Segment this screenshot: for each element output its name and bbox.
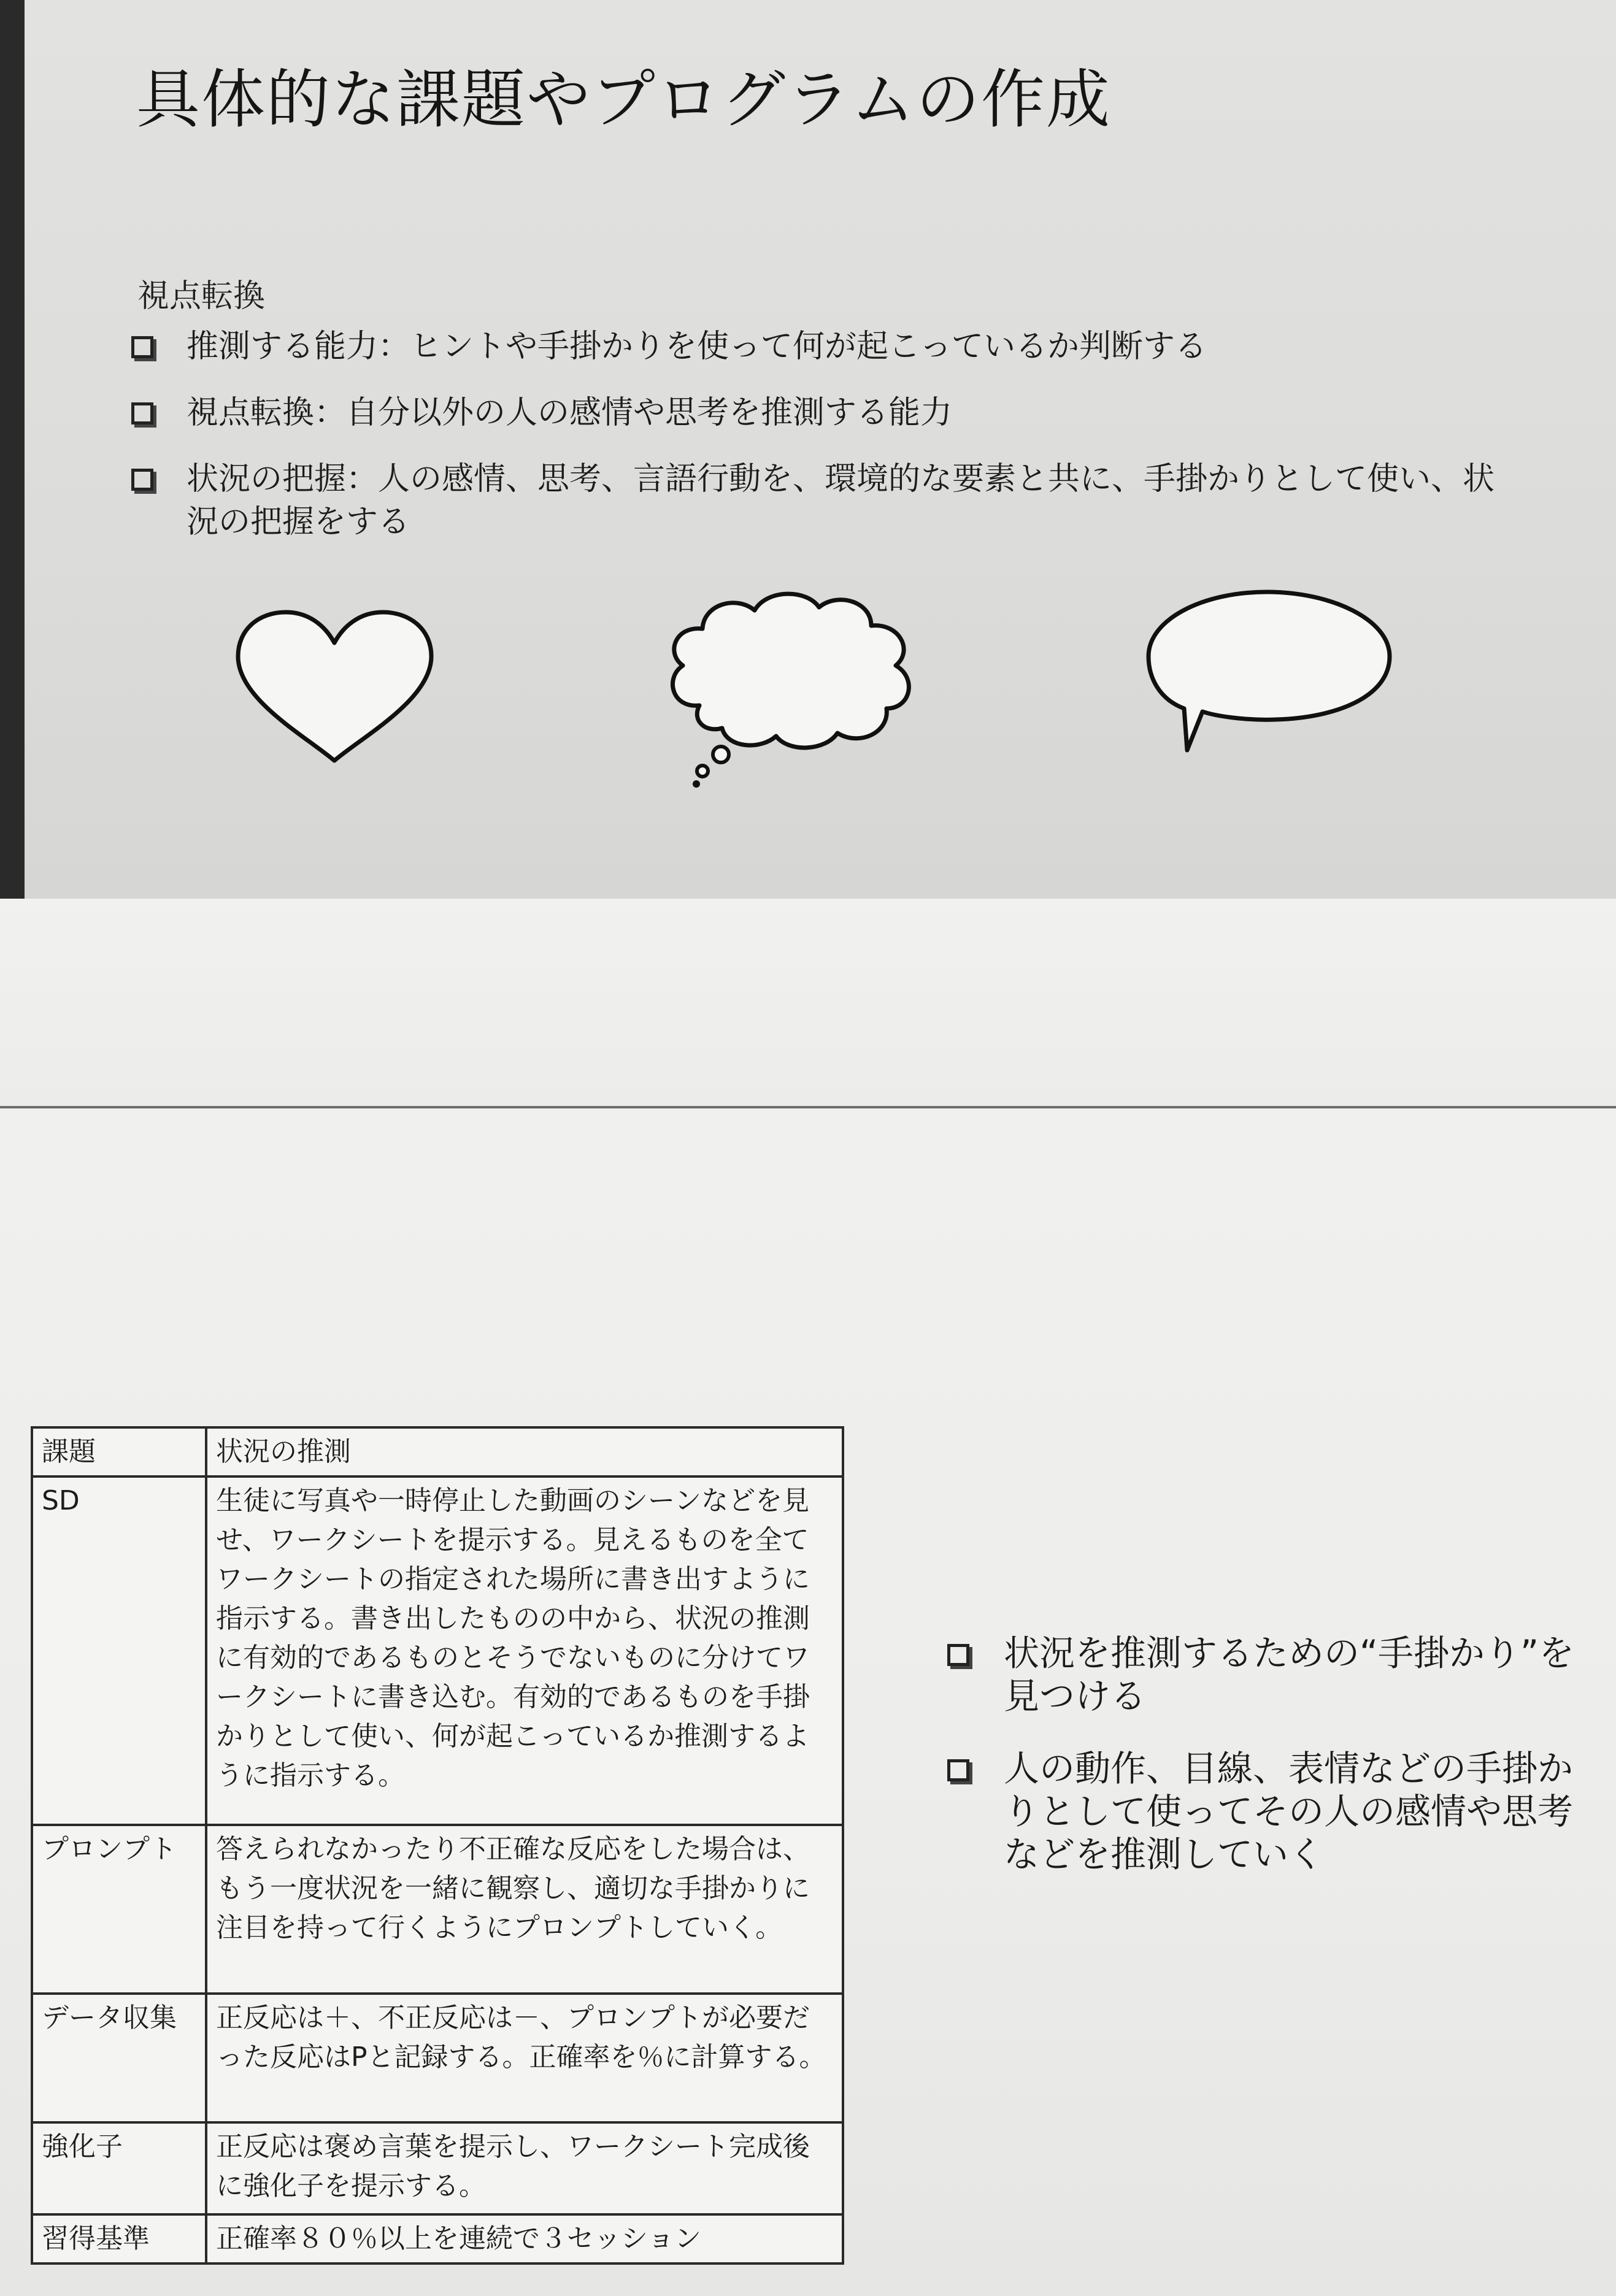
bullet-text: 視点転換：自分以外の人の感情や思考を推測する能力 [187, 394, 953, 431]
slide-title: 具体的な課題やプログラムの作成 [136, 62, 1111, 137]
speech-bubble-icon [1141, 586, 1396, 758]
table-value-cell: 正確率８０％以上を連続で３セッション [206, 2214, 843, 2263]
bullet-item [128, 325, 1514, 368]
table-value-cell: 答えられなかったり不正確な反応をした場合は、もう一度状況を一緒に観察し、適切な手掛かりに注目を持って行くようにプロンプトしていく。 [206, 1825, 843, 1994]
table-value-cell: 生徒に写真や一時停止した動画のシーンなどを見せ、ワークシートを提示する。見えるものを全てワークシートの指定された場所に書き出すように指示する。書き出したものの中から、状況の推測に有効的であるものとそうでないものに分けてワークシートに書き込む。有効的であるものを手掛かりとして使い、何が起こっているか推測するように指示する。 [206, 1476, 843, 1825]
heart-icon [232, 607, 437, 767]
table-row [32, 1476, 843, 1825]
bullet-item [128, 458, 1514, 543]
checkbox-bullet-icon [131, 469, 153, 491]
top-bullet-list [128, 325, 1514, 567]
table-header-cell: 課題 [32, 1427, 206, 1476]
bullet-text: 状況の把握：人の感情、思考、言語行動を、環境的な要素と共に、手掛かりとして使い、状況の把握をする [187, 461, 1495, 540]
table-header-row [32, 1427, 843, 1476]
checkbox-bullet-icon [947, 1644, 969, 1666]
bullet-text: 人の動作、目線、表情などの手掛かりとして使ってその人の感情や思考などを推測していく [1004, 1748, 1574, 1875]
section-label: 視点転換 [137, 278, 266, 315]
checkbox-bullet-icon [131, 336, 153, 358]
table-row [32, 2122, 843, 2214]
table-key-cell: SD [32, 1476, 206, 1825]
thought-bubble-icon [653, 586, 926, 791]
table-row [32, 1825, 843, 1994]
paper-gap [0, 899, 1616, 1107]
checkbox-bullet-icon [947, 1759, 969, 1781]
page-edge-shadow [0, 0, 25, 902]
table-key-cell: データ収集 [32, 1994, 206, 2122]
table-row [32, 1994, 843, 2122]
side-bullet-list [944, 1632, 1594, 1905]
table-key-cell: 習得基準 [32, 2214, 206, 2263]
table-value-cell: 正反応は＋、不正反応は－、プロンプトが必要だった反応はPと記録する。正確率を％に計算する。 [206, 1994, 843, 2122]
table-row [32, 2214, 843, 2263]
checkbox-bullet-icon [131, 402, 153, 424]
bullet-text: 推測する能力：ヒントや手掛かりを使って何が起こっているか判断する [187, 328, 1207, 365]
table-key-cell: プロンプト [32, 1825, 206, 1994]
table-header-cell: 状況の推測 [206, 1427, 843, 1476]
bullet-item [944, 1632, 1594, 1718]
table-key-cell: 強化子 [32, 2122, 206, 2214]
bullet-text: 状況を推測するための“手掛かり”を見つける [1004, 1632, 1575, 1717]
bullet-item [128, 391, 1514, 434]
bullet-item [944, 1747, 1594, 1876]
table-value-cell: 正反応は褒め言葉を提示し、ワークシート完成後に強化子を提示する。 [206, 2122, 843, 2214]
task-table [31, 1426, 844, 2265]
